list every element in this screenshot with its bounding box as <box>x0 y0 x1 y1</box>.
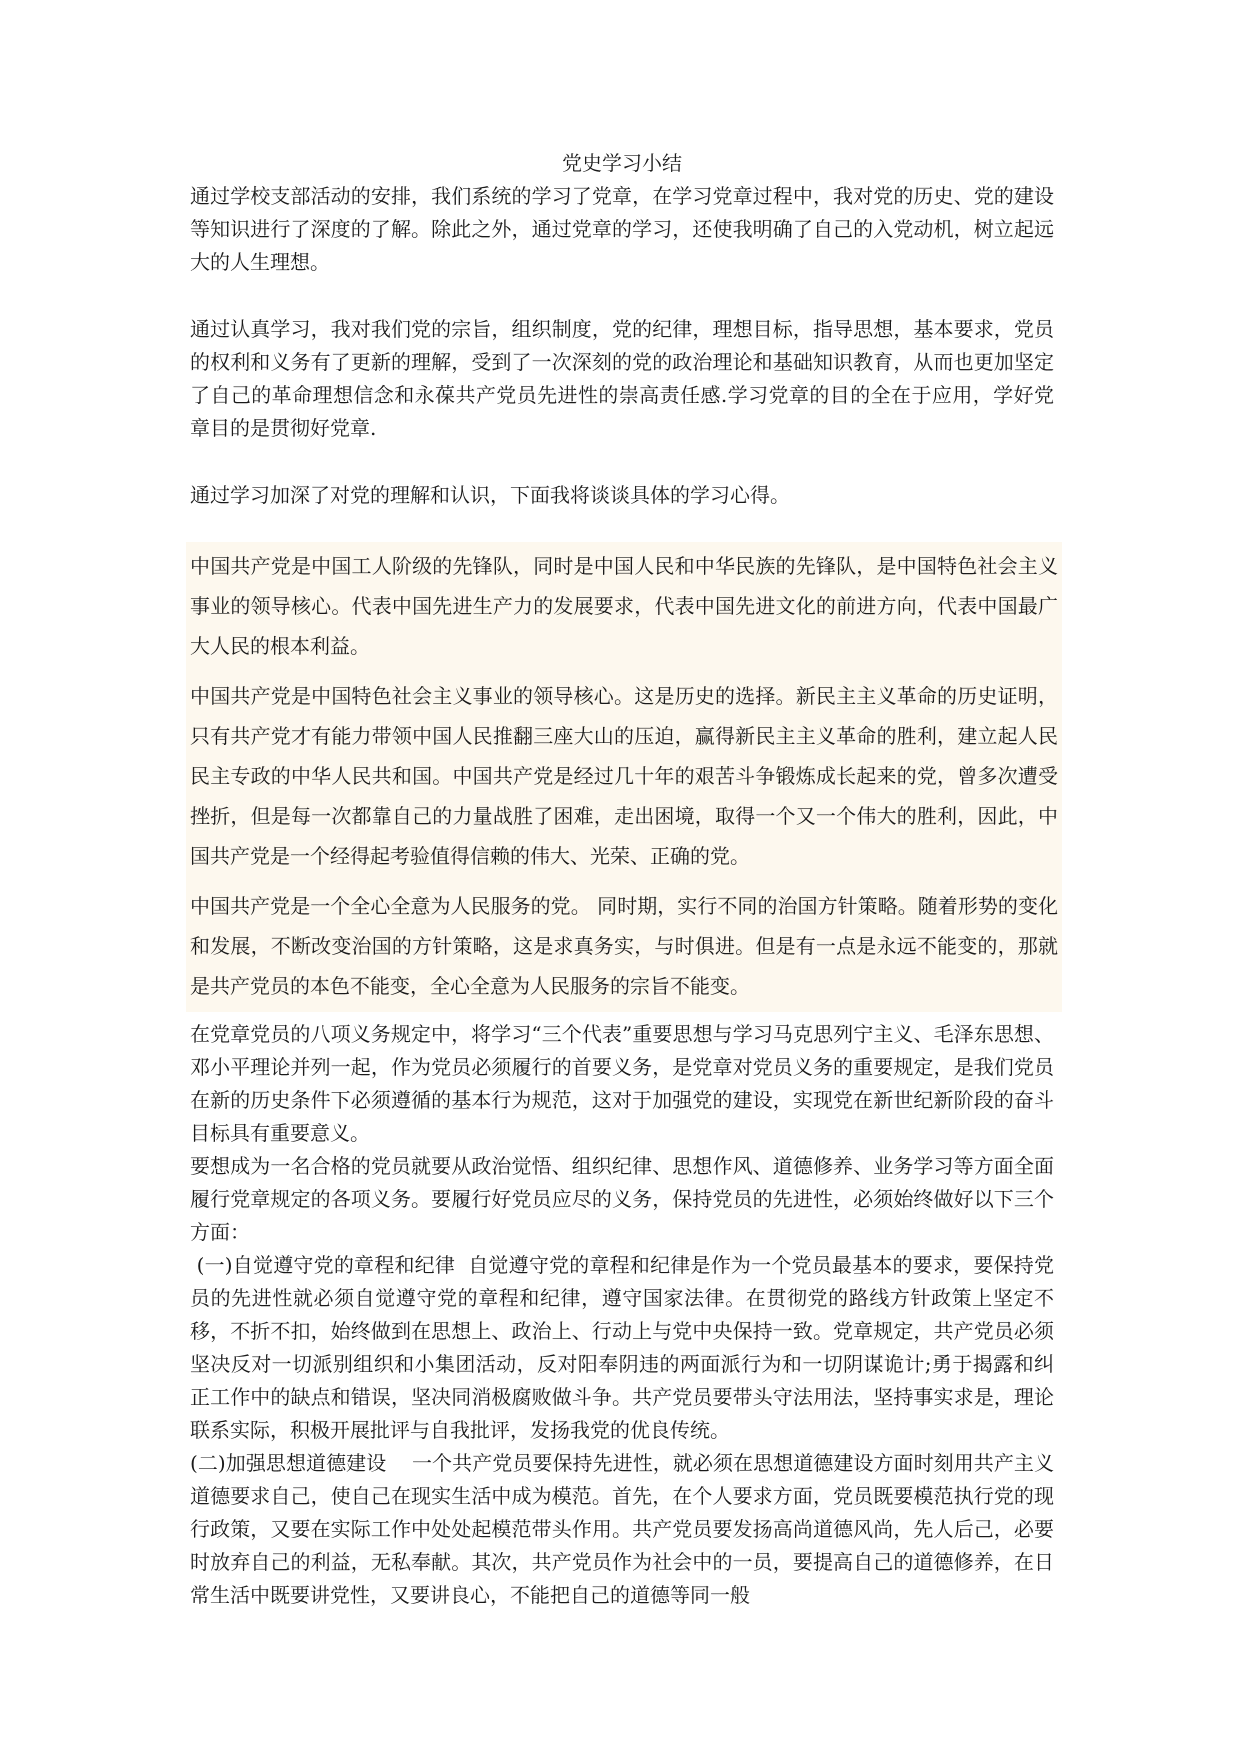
paragraph-intro: 通过学校支部活动的安排，我们系统的学习了党章，在学习党章过程中，我对党的历史、党的建设等知识进行了深度的了解。除此之外，通过党章的学习，还使我明确了自己的入党动机，树立起远大的人生理想。 <box>190 184 1054 274</box>
document-content <box>190 146 1058 1612</box>
document-title: 党史学习小结 <box>562 151 682 175</box>
highlighted-section <box>186 542 1062 1012</box>
highlighted-paragraph: 中国共产党是中国工人阶级的先锋队，同时是中国人民和中华民族的先锋队，是中国特色社会主义事业的领导核心。代表中国先进生产力的发展要求，代表中国先进文化的前进方向，代表中国最广大人民的根本利益。 <box>190 554 1058 658</box>
body-paragraph: 在党章党员的八项义务规定中，将学习“三个代表”重要思想与学习马克思列宁主义、毛泽东思想、邓小平理论并列一起，作为党员必须履行的首要义务，是党章对党员义务的重要规定，是我们党员在新的历史条件下必须遵循的基本行为规范，这对于加强党的建设，实现党在新世纪新阶段的奋斗目标具有重要意义。 <box>190 1022 1054 1145</box>
body-paragraph: (一)自觉遵守党的章程和纪律 自觉遵守党的章程和纪律是作为一个党员最基本的要求，要保持党员的先进性就必须自觉遵守党的章程和纪律，遵守国家法律。在贯彻党的路线方针政策上坚定不移，不折不扣，始终做到在思想上、政治上、行动上与党中央保持一致。党章规定，共产党员必须坚决反对一切派别组织和小集团活动，反对阳奉阴违的两面派行为和一切阴谋诡计;勇于揭露和纠正工作中的缺点和错误，坚决同消极腐败做斗争。共产党员要带头守法用法，坚持事实求是，理论联系实际，积极开展批评与自我批评，发扬我党的优良传统。 <box>190 1253 1055 1442</box>
body-paragraph: 要想成为一名合格的党员就要从政治觉悟、组织纪律、思想作风、道德修养、业务学习等方面全面履行党章规定的各项义务。要履行好党员应尽的义务，保持党员的先进性，必须始终做好以下三个方面： <box>190 1154 1054 1244</box>
highlighted-paragraph: 中国共产党是中国特色社会主义事业的领导核心。这是历史的选择。新民主主义革命的历史证明，只有共产党才有能力带领中国人民推翻三座大山的压迫，赢得新民主主义革命的胜利，建立起人民民主专政的中华人民共和国。中国共产党是经过几十年的艰苦斗争锻炼成长起来的党，曾多次遭受挫折，但是每一次都靠自己的力量战胜了困难，走出困境，取得一个又一个伟大的胜利，因此，中国共产党是一个经得起考验值得信赖的伟大、光荣、正确的党。 <box>190 684 1058 868</box>
highlighted-paragraph: 中国共产党是一个全心全意为人民服务的党。 同时期，实行不同的治国方针策略。随着形势的变化和发展，不断改变治国的方针策略，这是求真务实，与时俱进。但是有一点是永远不能变的，那就是共产党员的本色不能变，全心全意为人民服务的宗旨不能变。 <box>190 894 1058 998</box>
paragraph-transition: 通过学习加深了对党的理解和认识，下面我将谈谈具体的学习心得。 <box>190 483 790 507</box>
paragraph-study: 通过认真学习，我对我们党的宗旨，组织制度，党的纪律，理想目标，指导思想，基本要求，党员的权利和义务有了更新的理解，受到了一次深刻的党的政治理论和基础知识教育，从而也更加坚定了自己的革命理想信念和永葆共产党员先进性的崇高责任感.学习党章的目的全在于应用，学好党章目的是贯彻好党章. <box>190 317 1054 440</box>
body-paragraph: (二)加强思想道德建设 一个共产党员要保持先进性，就必须在思想道德建设方面时刻用共产主义道德要求自己，使自己在现实生活中成为模范。首先，在个人要求方面，党员既要模范执行党的现行政策，又要在实际工作中处处起模范带头作用。共产党员要发扬高尚道德风尚，先人后己，必要时放弃自己的利益，无私奉献。其次，共产党员作为社会中的一员，要提高自己的道德修养，在日常生活中既要讲党性，又要讲良心，不能把自己的道德等同一般 <box>190 1451 1054 1607</box>
